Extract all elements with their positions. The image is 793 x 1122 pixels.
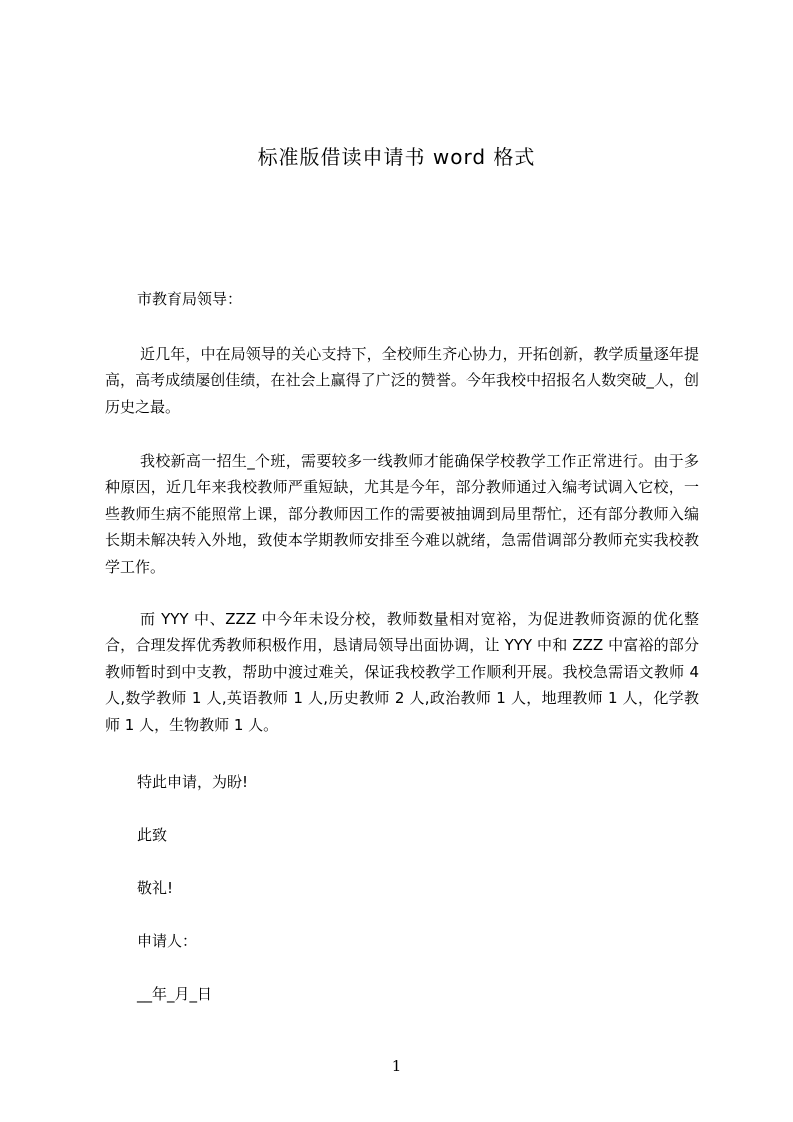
applicant-label: 申请人： [137, 932, 198, 950]
paragraph-1: 近几年，中在局领导的关心支持下，全校师生齐心协力，开拓创新，教学质量逐年提高，高考成绩屡创佳绩，在社会上赢得了广泛的赞誉。今年我校中招报名人数突破_人，创历史之最。 [105, 345, 699, 416]
salutation: 市教育局领导： [137, 290, 243, 308]
document-title: 标准版借读申请书 word 格式 [257, 145, 536, 169]
date-line: __年_月_日 [137, 985, 213, 1003]
paragraph-3: 而 YYY 中、ZZZ 中今年未设分校，教师数量相对宽裕，为促进教师资源的优化整合，合理发挥优秀教师积极作用，恳请局领导出面协调，让 YYY 中和 ZZZ 中富裕的部分教师暂时到中支教，帮助中渡过难关，保证我校教学工作顺利开展。我校急需语文教师 4 人,数学教师 1 人,英语教师 1 人,历史教师 2 人,政治教师 1 人，地理教师 1 人，化学教师 1 人，生物教师 1 人。 [105, 610, 699, 734]
closing-request: 特此申请，为盼! [137, 773, 249, 791]
paragraph-2: 我校新高一招生_个班，需要较多一线教师才能确保学校教学工作正常进行。由于多种原因，近几年来我校教师严重短缺，尤其是今年，部分教师通过入编考试调入它校，一些教师生病不能照常上课，部分教师因工作的需要被抽调到局里帮忙，还有部分教师入编长期未解决转入外地，致使本学期教师安排至今难以就绪，急需借调部分教师充实我校教学工作。 [105, 452, 699, 576]
closing-greeting: 此致 [137, 826, 168, 844]
page-number: 1 [391, 1057, 402, 1075]
closing-respect: 敬礼! [137, 879, 174, 897]
